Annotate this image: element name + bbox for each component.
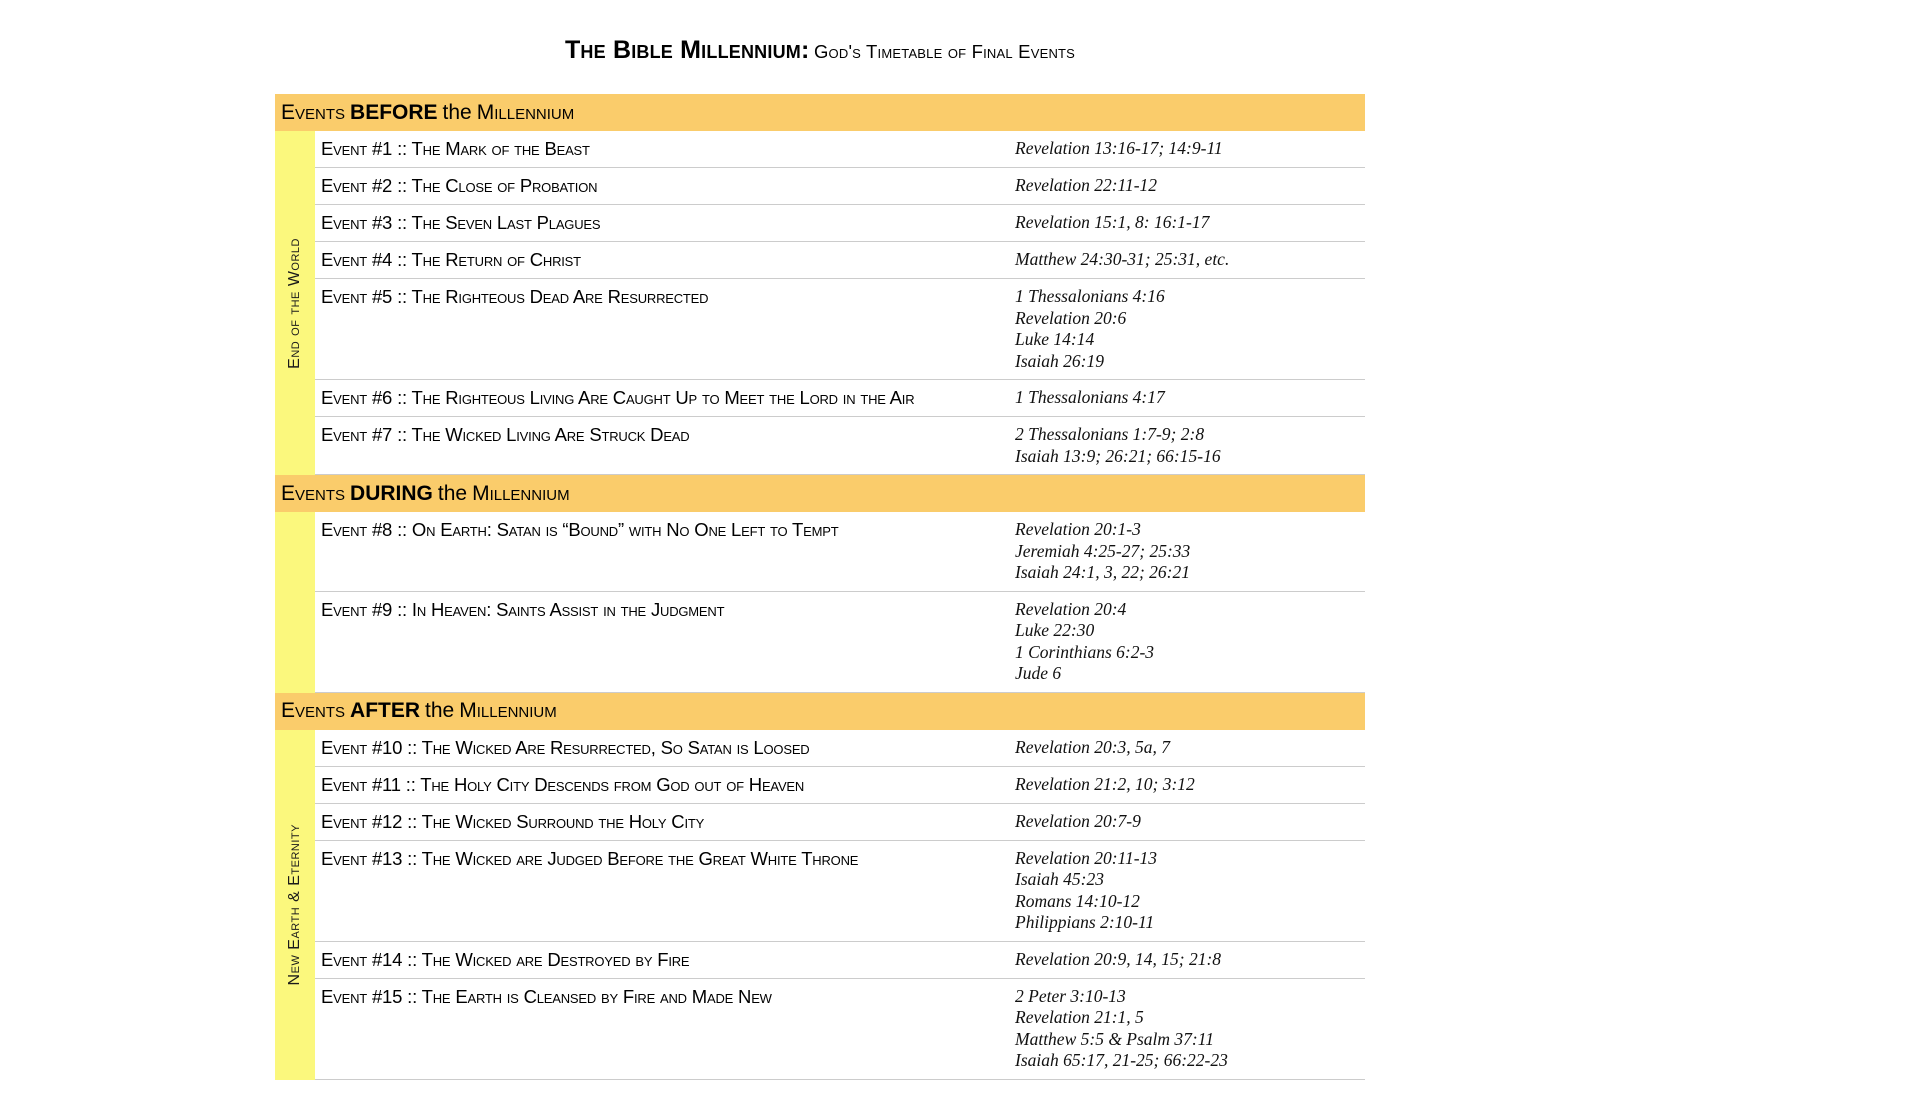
scripture-refs (1015, 285, 1365, 372)
event-row (315, 168, 1365, 205)
scripture-ref-line: Luke 14:14 (1015, 329, 1095, 349)
event-title: Event #11 :: The Holy City Descends from God out of Heaven (321, 773, 805, 795)
scripture-ref-line: Jeremiah 4:25-27; 25:33 (1015, 540, 1191, 561)
page-title (275, 36, 1365, 65)
section-heading-post: Millennium (476, 100, 575, 124)
event-row (315, 942, 1365, 979)
event-title: Event #1 :: The Mark of the Beast (321, 138, 590, 159)
scripture-ref-line: Revelation 22:11-12 (1015, 175, 1158, 195)
event-row (315, 767, 1365, 804)
event-title: Event #15 :: The Earth is Cleansed by Fire and Made New (321, 985, 772, 1007)
side-label-end-of-the-world: End of the World (286, 237, 303, 369)
section-header-during (275, 475, 1365, 512)
side-label-new-earth-eternity: New Earth & Eternity (286, 823, 303, 986)
scripture-ref-line: 2 Peter 3:10-13 (1015, 985, 1126, 1006)
scripture-refs (1015, 211, 1365, 234)
event-title: Event #12 :: The Wicked Surround the Holy City (321, 810, 705, 832)
event-title: Event #3 :: The Seven Last Plagues (321, 212, 601, 233)
section-heading-mid: the (425, 699, 455, 722)
title-main: The Bible Millennium: (564, 36, 810, 64)
scripture-ref-line: Revelation 20:1-3 (1015, 519, 1141, 539)
scripture-refs (1015, 174, 1365, 197)
section-heading-pre: Events (281, 481, 346, 505)
section-header-before (275, 94, 1365, 131)
scripture-ref-line: 2 Thessalonians 1:7-9; 2:8 (1015, 424, 1205, 444)
section-body-after (275, 730, 1365, 1080)
section-heading-post: Millennium (472, 481, 570, 505)
event-title: Event #6 :: The Righteous Living Are Caught Up to Meet the Lord in the Air (321, 387, 915, 408)
scripture-refs (1015, 248, 1365, 271)
event-row (315, 592, 1365, 693)
scripture-ref-line: Isaiah 24:1, 3, 22; 26:21 (1015, 562, 1190, 582)
scripture-ref-line: Luke 22:30 (1015, 620, 1095, 640)
scripture-ref-line: Philippians 2:10-11 (1015, 912, 1155, 932)
section-rows (315, 131, 1365, 475)
scripture-ref-line: Isaiah 45:23 (1015, 869, 1104, 889)
section-heading-post: Millennium (459, 699, 557, 722)
page-content (275, 36, 1365, 1080)
event-title: Event #8 :: On Earth: Satan is “Bound” with No One Left to Tempt (321, 519, 839, 540)
scripture-refs (1015, 137, 1365, 160)
side-strip (275, 730, 315, 1080)
scripture-ref-line: 1 Thessalonians 4:17 (1015, 387, 1165, 407)
event-title: Event #5 :: The Righteous Dead Are Resurrected (321, 286, 709, 307)
side-strip (275, 512, 315, 693)
section-rows (315, 512, 1365, 693)
scripture-ref-line: Revelation 20:11-13 (1015, 847, 1158, 868)
event-row (315, 417, 1365, 475)
event-title: Event #13 :: The Wicked are Judged Before the Great White Throne (321, 847, 859, 869)
event-title: Event #2 :: The Close of Probation (321, 175, 598, 196)
scripture-ref-line: Matthew 5:5 & Psalm 37:11 (1015, 1028, 1214, 1049)
scripture-refs (1015, 847, 1365, 934)
section-heading-emphasis: BEFORE (350, 100, 438, 124)
scripture-refs (1015, 985, 1365, 1072)
scripture-ref-line: Isaiah 13:9; 26:21; 66:15-16 (1015, 445, 1221, 466)
scripture-ref-line: Romans 14:10-12 (1015, 890, 1140, 911)
events-table (275, 94, 1365, 1080)
scripture-refs (1015, 598, 1365, 685)
scripture-refs (1015, 518, 1365, 584)
scripture-ref-line: Revelation 21:2, 10; 3:12 (1015, 773, 1195, 794)
scripture-ref-line: Revelation 20:6 (1015, 307, 1127, 328)
event-title: Event #4 :: The Return of Christ (321, 249, 581, 270)
scripture-ref-line: 1 Thessalonians 4:16 (1015, 286, 1165, 306)
event-title: Event #7 :: The Wicked Living Are Struck Dead (321, 424, 690, 445)
scripture-ref-line: Revelation 20:3, 5a, 7 (1015, 736, 1171, 757)
scripture-ref-line: Revelation 20:4 (1015, 598, 1127, 619)
scripture-refs (1015, 736, 1365, 759)
section-heading-emphasis: DURING (350, 481, 433, 505)
event-row (315, 279, 1365, 380)
section-heading-pre: Events (281, 100, 346, 124)
scripture-ref-line: Revelation 21:1, 5 (1015, 1007, 1144, 1027)
scripture-ref-line: Isaiah 26:19 (1015, 350, 1104, 371)
event-row (315, 841, 1365, 942)
section-heading-mid: the (437, 481, 468, 505)
section-body-before (275, 131, 1365, 475)
event-title: Event #14 :: The Wicked are Destroyed by Fire (321, 948, 690, 970)
side-strip (275, 131, 315, 475)
scripture-refs (1015, 423, 1365, 467)
event-row (315, 205, 1365, 242)
scripture-refs (1015, 773, 1365, 796)
scripture-ref-line: Revelation 20:9, 14, 15; 21:8 (1015, 948, 1222, 969)
event-row (315, 242, 1365, 279)
scripture-refs (1015, 386, 1365, 409)
event-row (315, 380, 1365, 417)
title-subtitle: God's Timetable of Final Events (813, 41, 1076, 62)
event-title: Event #10 :: The Wicked Are Resurrected, So Satan is Loosed (321, 736, 810, 758)
section-heading-mid: the (442, 100, 472, 124)
event-row (315, 979, 1365, 1080)
event-title: Event #9 :: In Heaven: Saints Assist in the Judgment (321, 598, 725, 620)
scripture-ref-line: Matthew 24:30-31; 25:31, etc. (1015, 249, 1230, 269)
scripture-ref-line: Jude 6 (1015, 663, 1062, 683)
section-heading-pre: Events (281, 699, 346, 722)
scripture-ref-line: Revelation 15:1, 8: 16:1-17 (1015, 212, 1210, 232)
scripture-ref-line: Isaiah 65:17, 21-25; 66:22-23 (1015, 1050, 1228, 1070)
section-header-after (275, 693, 1365, 730)
scripture-refs (1015, 810, 1365, 833)
event-row (315, 512, 1365, 592)
section-body-during (275, 512, 1365, 693)
scripture-refs (1015, 948, 1365, 971)
event-row (315, 730, 1365, 767)
event-row (315, 131, 1365, 168)
section-rows (315, 730, 1365, 1080)
scripture-ref-line: Revelation 20:7-9 (1015, 810, 1141, 831)
scripture-ref-line: 1 Corinthians 6:2-3 (1015, 641, 1155, 662)
event-row (315, 804, 1365, 841)
scripture-ref-line: Revelation 13:16-17; 14:9-11 (1015, 138, 1223, 158)
section-heading-emphasis: AFTER (350, 699, 421, 722)
